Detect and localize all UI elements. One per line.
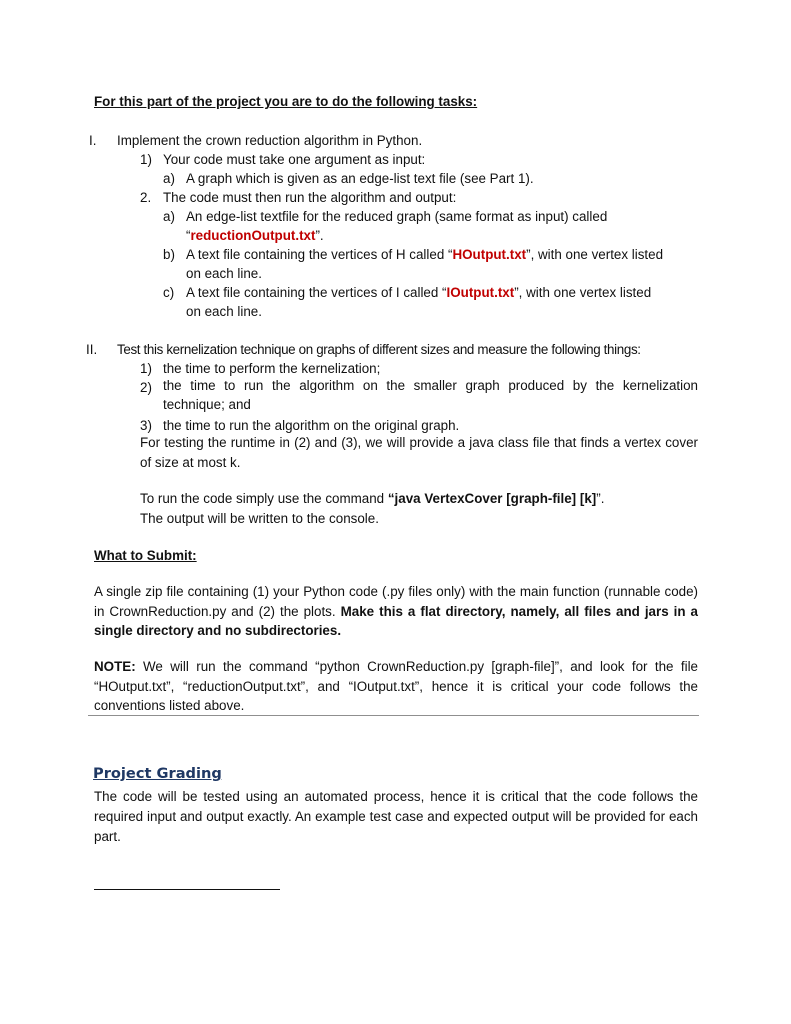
part2-item3-number: 3) — [140, 418, 152, 433]
part1-item1-text: Your code must take one argument as input: — [163, 152, 426, 167]
note-paragraph — [94, 657, 698, 716]
part2-item1-text: the time to perform the kernelization; — [163, 361, 381, 376]
part2-output-note: The output will be written to the console. — [140, 511, 379, 526]
submit-bold-text: Make this a flat directory, namely, all files and jars in a single directory and no subdirectories. — [94, 603, 698, 638]
section-divider — [88, 715, 699, 716]
run-command: “java VertexCover [graph-file] [k] — [387, 491, 597, 506]
part1-item2-sub-b-cont: on each line. — [186, 266, 262, 281]
grading-paragraph: The code will be tested using an automated process, hence it is critical that the code follows the required input and output exactly. An example test case and expected output will be provided for each part. — [94, 789, 698, 844]
part1-item2-sub-b-text — [186, 245, 663, 264]
part2-item2-text: the time to run the algorithm on the smaller graph produced by the kernelization technique; and — [163, 378, 698, 412]
part1-item2-sub-c-text — [186, 283, 651, 302]
run-pre: To run the code simply use the command — [140, 491, 388, 506]
reduction-output-filename: reductionOutput.txt — [190, 228, 316, 243]
part1-item2-sub-a-text: An edge-list textfile for the reduced graph (same format as input) called — [186, 209, 608, 224]
part1-numeral: I. — [89, 133, 97, 148]
submit-paragraph — [94, 582, 698, 641]
part2-testing-note: For testing the runtime in (2) and (3), we will provide a java class file that finds a vertex cover of size at most k. — [140, 435, 698, 470]
sub-c-post: ”, with one vertex listed — [514, 285, 652, 300]
part1-item2-sub-c-letter: c) — [163, 285, 175, 300]
grading-heading: Project Grading — [93, 765, 222, 782]
part1-item2-text: The code must then run the algorithm and output: — [163, 190, 457, 205]
part1-item2-sub-a-letter: a) — [163, 209, 175, 224]
sub-b-pre: A text file containing the vertices of H called “ — [186, 247, 453, 262]
footnote-separator — [94, 889, 280, 890]
part1-item1-number: 1) — [140, 152, 152, 167]
run-post: ”. — [596, 491, 605, 506]
tasks-heading: For this part of the project you are to do the following tasks: — [94, 94, 478, 109]
sub-b-post: ”, with one vertex listed — [526, 247, 664, 262]
part1-item1-sub-a-letter: a) — [163, 171, 175, 186]
close-quote: ”. — [315, 228, 324, 243]
part2-item1-number: 1) — [140, 361, 152, 376]
part2-intro: Test this kernelization technique on graphs of different sizes and measure the following things: — [117, 342, 641, 357]
part2-numeral: II. — [86, 342, 98, 357]
part1-intro: Implement the crown reduction algorithm in Python. — [117, 133, 423, 148]
sub-c-pre: A text file containing the vertices of I called “ — [186, 285, 447, 300]
part1-item2-number: 2. — [140, 190, 152, 205]
i-output-filename: IOutput.txt — [446, 285, 515, 300]
part1-item2-sub-a-filename-line — [186, 226, 324, 245]
h-output-filename: HOutput.txt — [452, 247, 527, 262]
submit-plain-text: A single zip file containing (1) your Python code (.py files only) with the main function (runnable code) in CrownReduction.py and (2) the plots. — [94, 584, 698, 619]
open-quote: “ — [186, 228, 191, 243]
part2-item3-text: the time to run the algorithm on the original graph. — [163, 418, 460, 433]
part2-item2-number: 2) — [140, 380, 152, 395]
part1-item2-sub-b-letter: b) — [163, 247, 175, 262]
part2-run-command-line — [140, 489, 604, 508]
note-text: We will run the command “python CrownReduction.py [graph-file]”, and look for the file “HOutput.txt”, “reductionOutput.txt”, and “IOutput.txt”, hence it is critical your code follows the conventions listed above. — [94, 659, 698, 713]
part1-item2-sub-c-cont: on each line. — [186, 304, 262, 319]
part1-item1-sub-a-text: A graph which is given as an edge-list text file (see Part 1). — [186, 171, 534, 186]
submit-heading: What to Submit: — [94, 548, 197, 563]
note-label: NOTE: — [94, 659, 136, 674]
